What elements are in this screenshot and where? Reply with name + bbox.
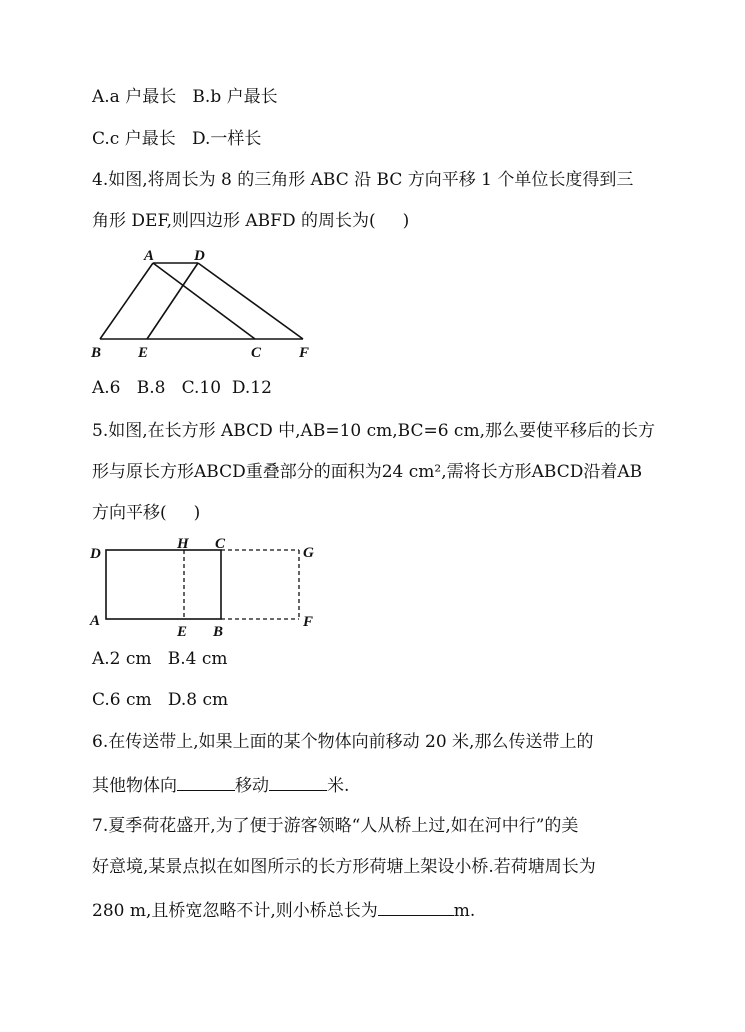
q5-stem-line-3: 方向平移( ) [92,503,201,523]
q7-stem-line-1: 7.夏季荷花盛开,为了便于游客领略“人从桥上过,如在河中行”的美 [92,816,579,836]
q6-text-b: 移动 [235,776,269,796]
segment-ed [147,263,198,339]
q5-options-row-1: A.2 cm B.4 cm [92,649,228,669]
q7-blank-bridge-length[interactable] [378,897,454,916]
q7-stem-line-2: 好意境,某景点拟在如图所示的长方形荷塘上架设小桥.若荷塘周长为 [92,857,596,877]
rectangle-abcd [106,550,221,619]
q6-blank-distance[interactable] [269,772,327,791]
q6-text-a: 其他物体向 [92,776,177,796]
label-b: B [91,345,102,361]
q4-stem-line-1: 4.如图,将周长为 8 的三角形 ABC 沿 BC 方向平移 1 个单位长度得到三 [92,170,634,190]
q7-text-b: m. [453,901,476,921]
segment-df [198,263,303,339]
label-c: C [215,536,226,552]
q4-stem-line-2: 角形 DEF,则四边形 ABFD 的周长为( ) [92,211,410,231]
label-e: E [138,345,149,361]
label-f: F [303,614,314,630]
label-a: A [90,613,101,629]
label-b: B [213,624,224,640]
q5-stem-line-1: 5.如图,在长方形 ABCD 中,AB=10 cm,BC=6 cm,那么要使平移后的长方 [92,421,655,441]
q3-options-row-1: A.a 户最长 B.b 户最长 [92,87,278,107]
label-a: A [144,248,155,264]
label-e: E [177,624,188,640]
segment-ab [100,263,153,339]
q7-text-a: 280 m,且桥宽忽略不计,则小桥总长为 [92,901,378,921]
label-d: D [194,248,205,264]
label-c: C [251,345,262,361]
q7-stem-line-3 [92,897,475,922]
label-d: D [90,546,101,562]
segment-ac [153,263,255,339]
label-h: H [177,536,189,552]
q6-stem-line-1: 6.在传送带上,如果上面的某个物体向前移动 20 米,那么传送带上的 [92,732,594,752]
q6-blank-direction[interactable] [177,772,235,791]
q6-text-c: 米. [327,776,350,796]
q6-stem-line-2 [92,772,349,797]
q4-options: A.6 B.8 C.10 D.12 [92,378,272,398]
q4-triangle-translation-figure [85,244,325,364]
label-f: F [299,345,310,361]
q5-stem-line-2: 形与原长方形ABCD重叠部分的面积为24 cm²,需将长方形ABCD沿着AB [92,462,643,482]
label-g: G [303,545,314,561]
q5-rectangle-translation-figure [85,532,330,642]
q5-options-row-2: C.6 cm D.8 cm [92,690,229,710]
q3-options-row-2: C.c 户最长 D.一样长 [92,129,262,149]
